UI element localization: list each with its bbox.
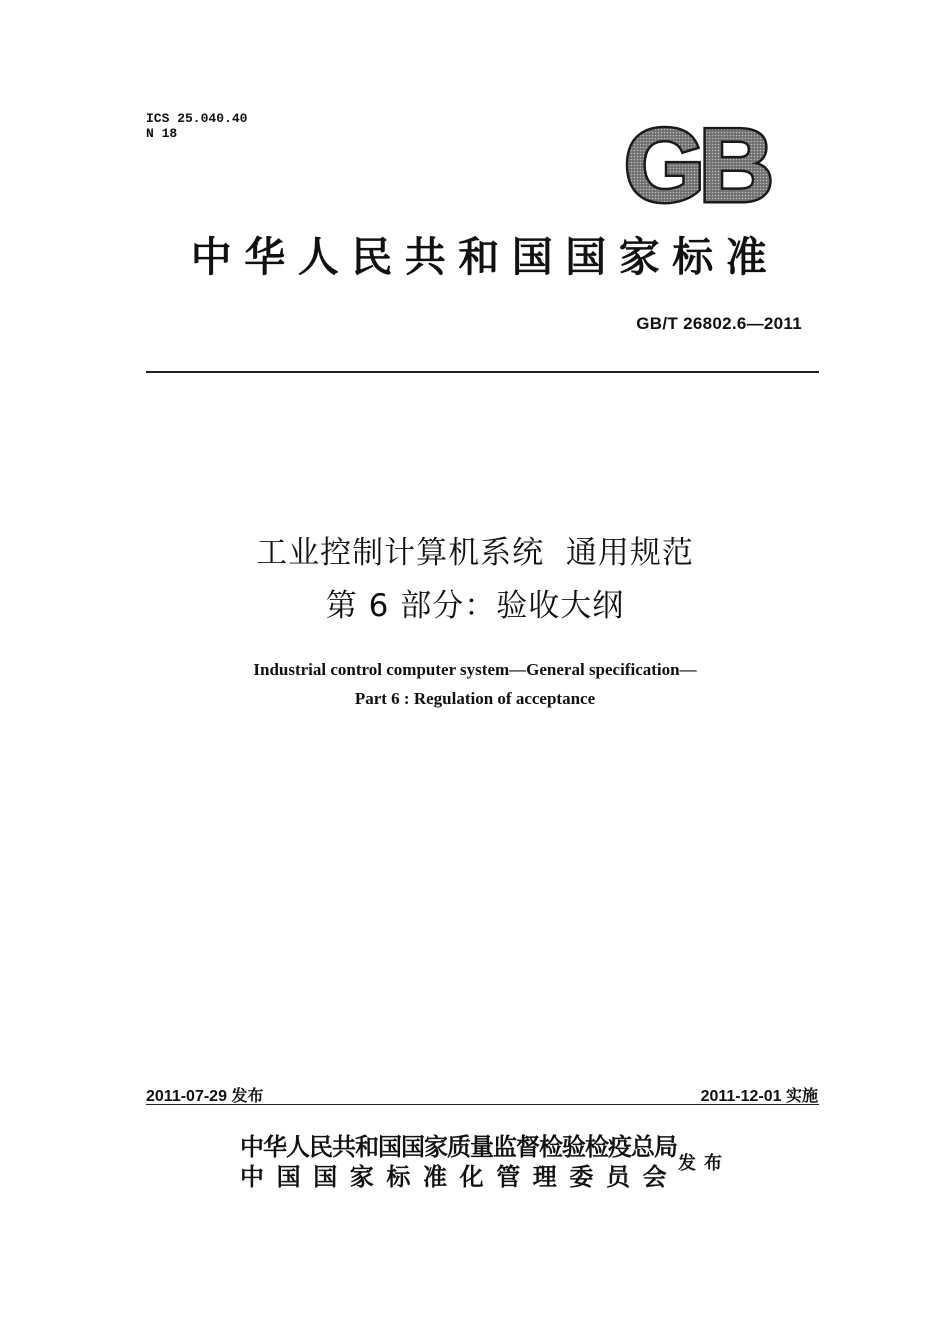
footer-divider: [146, 1104, 819, 1105]
implementation-date: 2011-12-01 实施: [700, 1088, 818, 1105]
issuer-line-2: 中国国家标准化管理委员会: [240, 1163, 680, 1191]
gb-logo: [612, 119, 780, 209]
english-title-line-1: Industrial control computer system—General specification—: [253, 660, 697, 679]
classification-codes: [146, 111, 247, 141]
issuer-line-1: 中华人民共和国国家质量监督检验检疫总局: [240, 1133, 677, 1161]
issue-date: 2011-07-29 发布: [146, 1088, 264, 1105]
national-standard-title: 中华人民共和国国家标准: [190, 233, 780, 281]
ics-code: ICS 25.040.40: [146, 111, 248, 126]
chinese-title-line-1: 工业控制计算机系统 通用规范: [256, 535, 694, 571]
standard-number: GB/T 26802.6—2011: [636, 314, 802, 333]
header-divider: [146, 371, 819, 373]
english-title-line-2: Part 6 : Regulation of acceptance: [354, 689, 596, 708]
gb-logo-text: GB: [624, 119, 768, 209]
ccs-code: N 18: [146, 126, 178, 141]
chinese-title-line-2: 第 6 部分：验收大纲: [325, 588, 625, 624]
issue-label: 发布: [678, 1153, 730, 1174]
